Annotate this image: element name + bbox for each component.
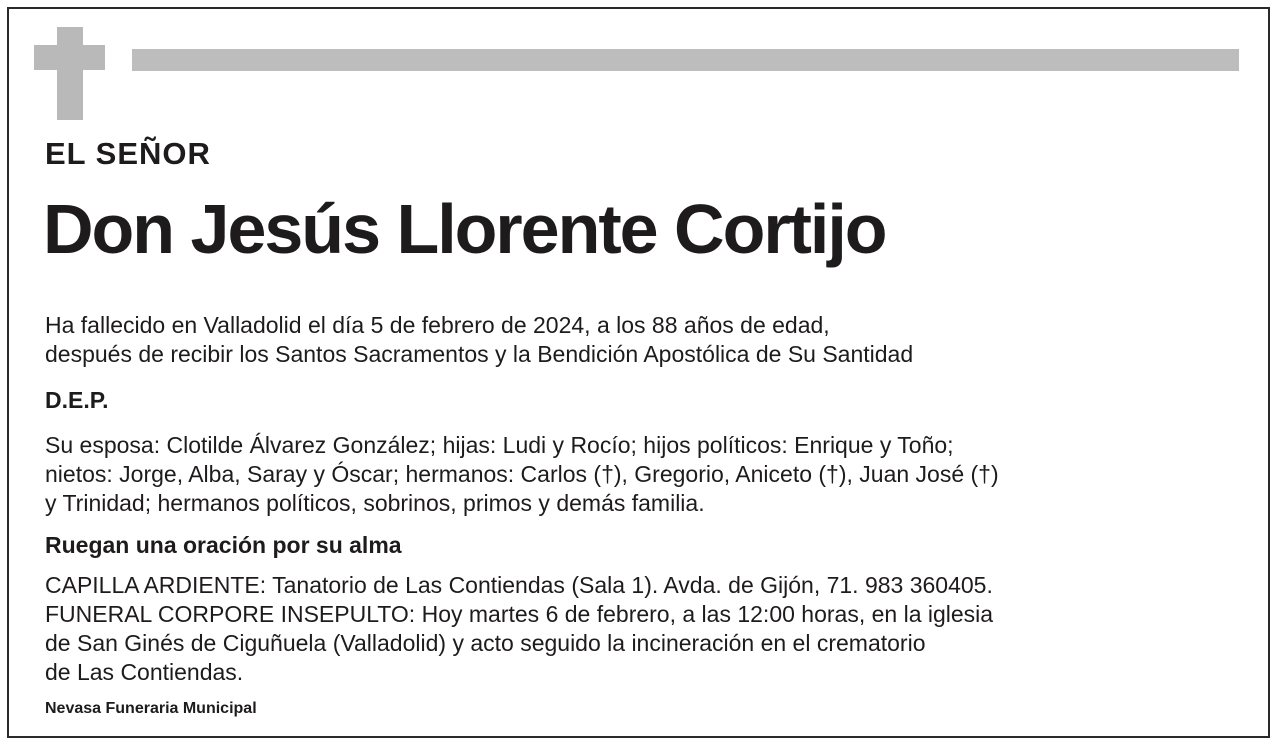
family-line: nietos: Jorge, Alba, Saray y Óscar; hermanos: Carlos (†), Gregorio, Aniceto (†), Juan José (†) xyxy=(45,461,999,487)
salutation: EL SEÑOR xyxy=(45,136,211,171)
cross-vertical-bar xyxy=(57,27,83,120)
death-announcement xyxy=(45,311,913,369)
family-line: Su esposa: Clotilde Álvarez González; hijas: Ludi y Rocío; hijos políticos: Enrique y Toño; xyxy=(45,432,954,458)
prayer-request: Ruegan una oración por su alma xyxy=(45,532,402,558)
header-rule xyxy=(132,49,1239,71)
service-line: FUNERAL CORPORE INSEPULTO: Hoy martes 6 de febrero, a las 12:00 horas, en la iglesia xyxy=(45,601,994,627)
service-line: de Las Contiendas. xyxy=(45,659,244,685)
announcement-line: después de recibir los Santos Sacramentos y la Bendición Apostólica de Su Santidad xyxy=(45,341,914,367)
announcement-line: Ha fallecido en Valladolid el día 5 de febrero de 2024, a los 88 años de edad, xyxy=(45,312,830,338)
deceased-name: Don Jesús Llorente Cortijo xyxy=(43,190,886,268)
funeral-home-name: Nevasa Funeraria Municipal xyxy=(45,700,257,717)
service-line: de San Ginés de Ciguñuela (Valladolid) y acto seguido la incineración en el crematorio xyxy=(45,630,926,656)
cross-horizontal-bar xyxy=(34,45,105,70)
service-line: CAPILLA ARDIENTE: Tanatorio de Las Contiendas (Sala 1). Avda. de Gijón, 71. 983 360405. xyxy=(45,572,993,598)
service-details xyxy=(45,571,993,687)
rip-text: D.E.P. xyxy=(45,387,109,413)
family-line: y Trinidad; hermanos políticos, sobrinos, primos y demás familia. xyxy=(45,490,705,516)
family-list xyxy=(45,431,999,518)
